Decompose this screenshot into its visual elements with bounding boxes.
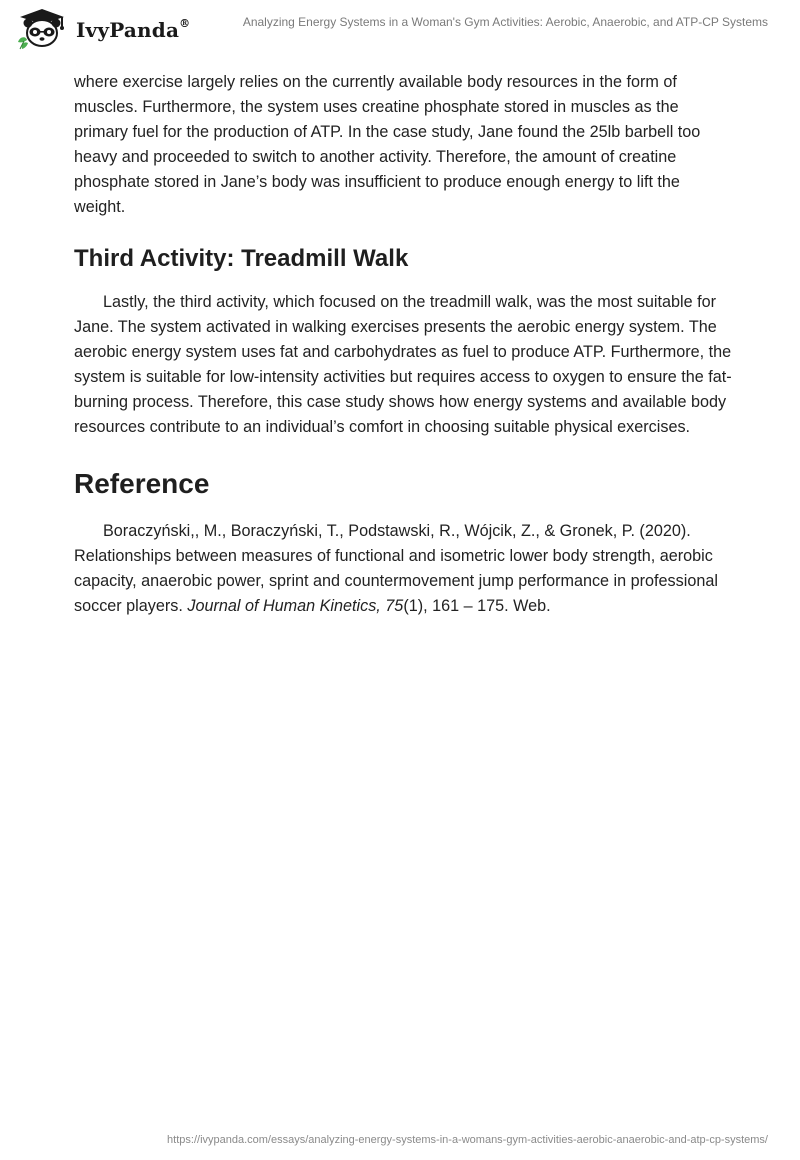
logo-name: IvyPanda bbox=[76, 18, 180, 42]
reference-journal: Journal of Human Kinetics, 75 bbox=[187, 597, 404, 615]
registered-mark: ® bbox=[179, 17, 191, 31]
section-heading-third-activity: Third Activity: Treadmill Walk bbox=[74, 245, 409, 272]
panda-graduate-icon bbox=[14, 8, 70, 50]
paragraph-continued: where exercise largely relies on the currently available body resources in the form of muscles. Furthermore, the system uses creatine phosphate stored in muscles as the primary fuel for the production of ATP. In the case study, Jane found the 25lb barbell too heavy and proceeded to switch to another activity. Therefore, the amount of creatine phosphate stored in Jane’s body was insufficient to produce enough energy to lift the weight. bbox=[74, 73, 701, 216]
reference-heading: Reference bbox=[74, 468, 210, 499]
reference-issue-pages: (1), 161 – 175. Web. bbox=[403, 597, 551, 615]
page-header bbox=[0, 0, 800, 60]
paragraph-treadmill: Lastly, the third activity, which focused on the treadmill walk, was the most suitable for Jane. The system activated in walking exercises presents the aerobic energy system. The aerobic energy system uses fat and carbohydrates as fuel to produce ATP. Furthermore, the system is suitable for low-intensity activities but requires access to oxygen to ensure the fat-burning process. Therefore, this case study shows how energy systems and available body resources contribute to an individual’s comfort in choosing suitable physical exercises. bbox=[74, 293, 732, 436]
reference-entry bbox=[74, 519, 734, 619]
document-title: Analyzing Energy Systems in a Woman's Gym Activities: Aerobic, Anaerobic, and ATP-CP Systems bbox=[242, 15, 768, 29]
logo-wordmark bbox=[76, 18, 190, 42]
reference-authors-title: Boraczyński,, M., Boraczyński, T., Podstawski, R., Wójcik, Z., & Gronek, P. (2020). Relationships between measures of functional and isometric lower body strength, aerobic capacity, anaerobic power, sprint and countermovement jump performance in professional soccer players. bbox=[74, 522, 718, 615]
source-url[interactable]: https://ivypanda.com/essays/analyzing-energy-systems-in-a-womans-gym-activities-aerobic-anaerobic-and-atp-cp-systems/ bbox=[167, 1134, 768, 1146]
essay-content bbox=[74, 70, 734, 619]
ivypanda-logo[interactable] bbox=[14, 8, 189, 50]
